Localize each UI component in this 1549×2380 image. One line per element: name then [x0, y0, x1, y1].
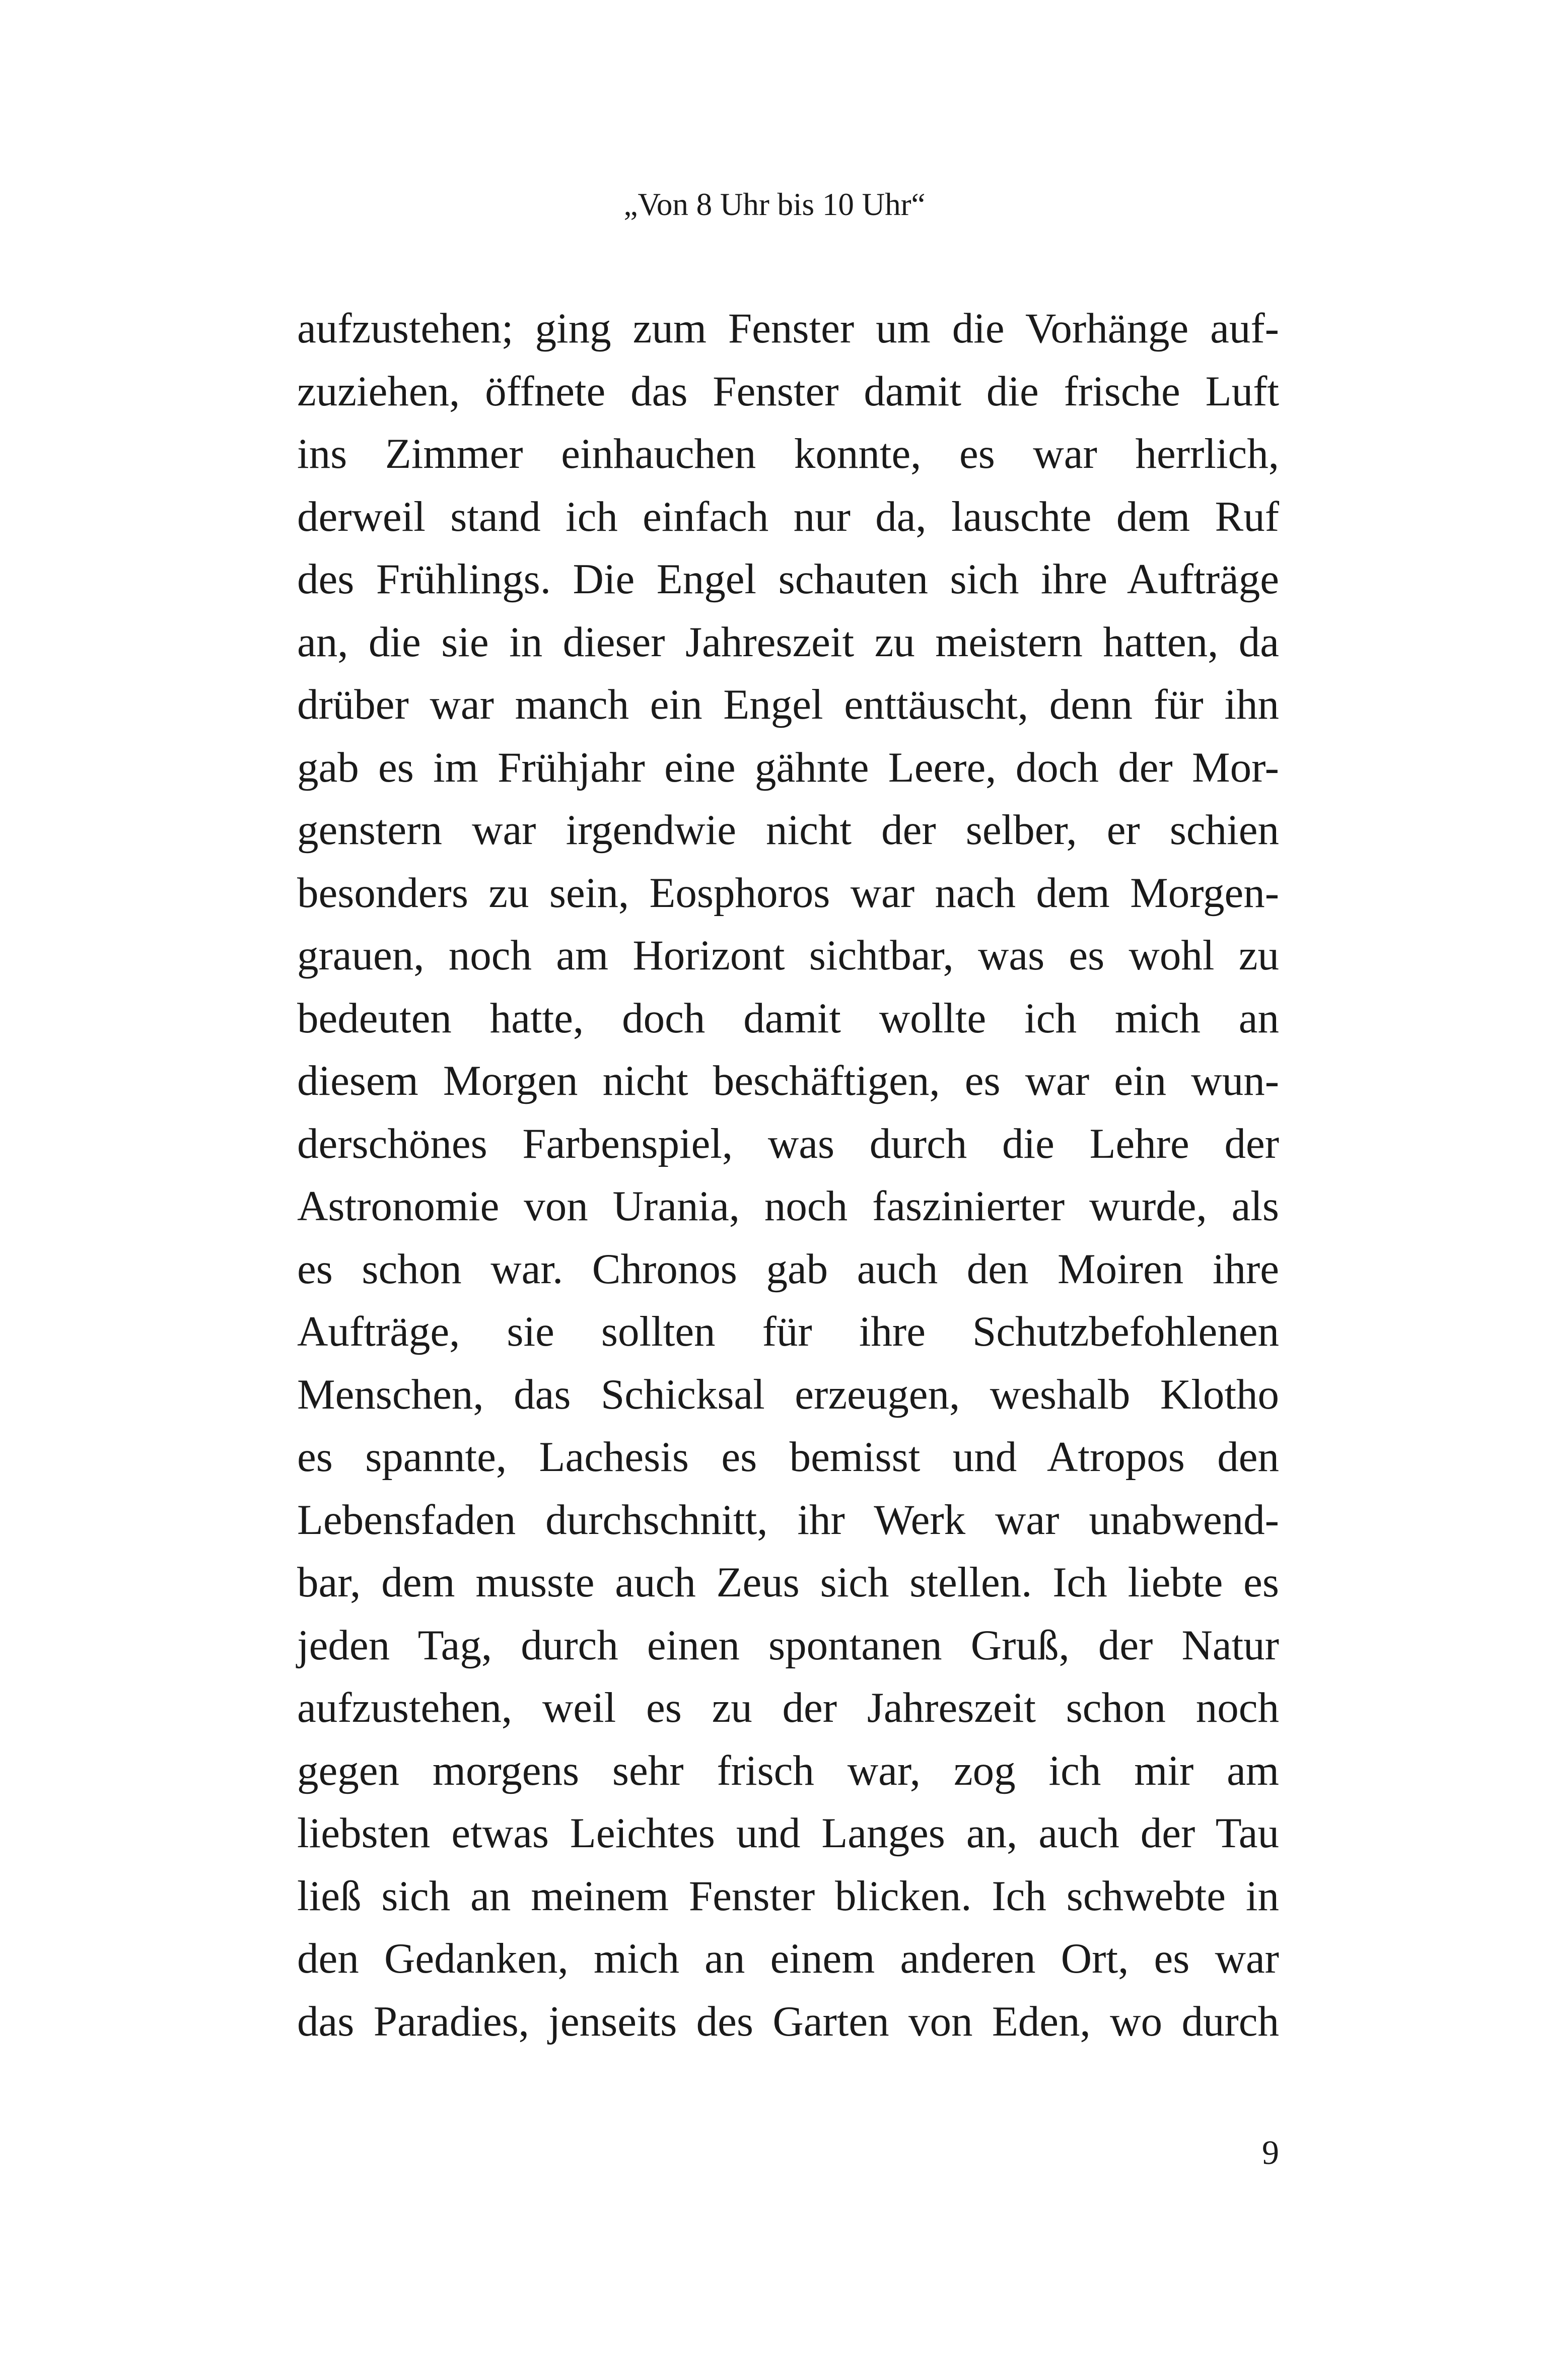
running-head: „Von 8 Uhr bis 10 Uhr“ [623, 187, 926, 222]
text-line: des Frühlings. Die Engel schauten sich ihre Aufträge [297, 555, 1279, 603]
text-line: drüber war manch ein Engel enttäuscht, denn für ihn [297, 681, 1279, 728]
text-line: genstern war irgendwie nicht der selber, er schien [297, 806, 1279, 854]
text-line: den Gedanken, mich an einem anderen Ort, es war [297, 1935, 1279, 1982]
text-line: diesem Morgen nicht beschäftigen, es war ein wun- [297, 1057, 1279, 1104]
text-line: bedeuten hatte, doch damit wollte ich mich an [297, 994, 1279, 1042]
text-line: Menschen, das Schicksal erzeugen, weshalb Klotho [297, 1370, 1279, 1418]
text-line: ins Zimmer einhauchen konnte, es war herrlich, [297, 430, 1279, 477]
text-line: jeden Tag, durch einen spontanen Gruß, der Natur [297, 1621, 1279, 1669]
text-line: derweil stand ich einfach nur da, lauschte dem Ruf [297, 493, 1279, 540]
text-line: Lebensfaden durchschnitt, ihr Werk war unabwend- [297, 1496, 1279, 1544]
text-line: zuziehen, öffnete das Fenster damit die frische Luft [297, 367, 1279, 415]
text-line: aufzustehen; ging zum Fenster um die Vorhänge auf- [297, 305, 1279, 352]
text-line: es spannte, Lachesis es bemisst und Atropos den [297, 1433, 1279, 1481]
text-line: das Paradies, jenseits des Garten von Eden, wo durch [297, 1997, 1279, 2045]
text-line: Aufträge, sie sollten für ihre Schutzbefohlenen [297, 1308, 1279, 1355]
text-line: gegen morgens sehr frisch war, zog ich mir am [297, 1746, 1279, 1794]
text-line: gab es im Frühjahr eine gähnte Leere, doch der Mor- [297, 743, 1279, 791]
text-line: es schon war. Chronos gab auch den Moiren ihre [297, 1245, 1279, 1293]
text-line: ließ sich an meinem Fenster blicken. Ich schwebte in [297, 1872, 1279, 1920]
text-line: besonders zu sein, Eosphoros war nach dem Morgen- [297, 869, 1279, 917]
body-text [297, 297, 1279, 2053]
text-line: liebsten etwas Leichtes und Langes an, auch der Tau [297, 1809, 1279, 1857]
text-line: derschönes Farbenspiel, was durch die Lehre der [297, 1119, 1279, 1167]
text-line: Astronomie von Urania, noch faszinierter wurde, als [297, 1182, 1279, 1230]
text-line: an, die sie in dieser Jahreszeit zu meistern hatten, da [297, 618, 1279, 666]
text-line: grauen, noch am Horizont sichtbar, was es wohl zu [297, 932, 1279, 979]
text-line: bar, dem musste auch Zeus sich stellen. Ich liebte es [297, 1559, 1279, 1606]
page-number: 9 [1262, 2133, 1279, 2172]
text-line: aufzustehen, weil es zu der Jahreszeit schon noch [297, 1684, 1279, 1731]
